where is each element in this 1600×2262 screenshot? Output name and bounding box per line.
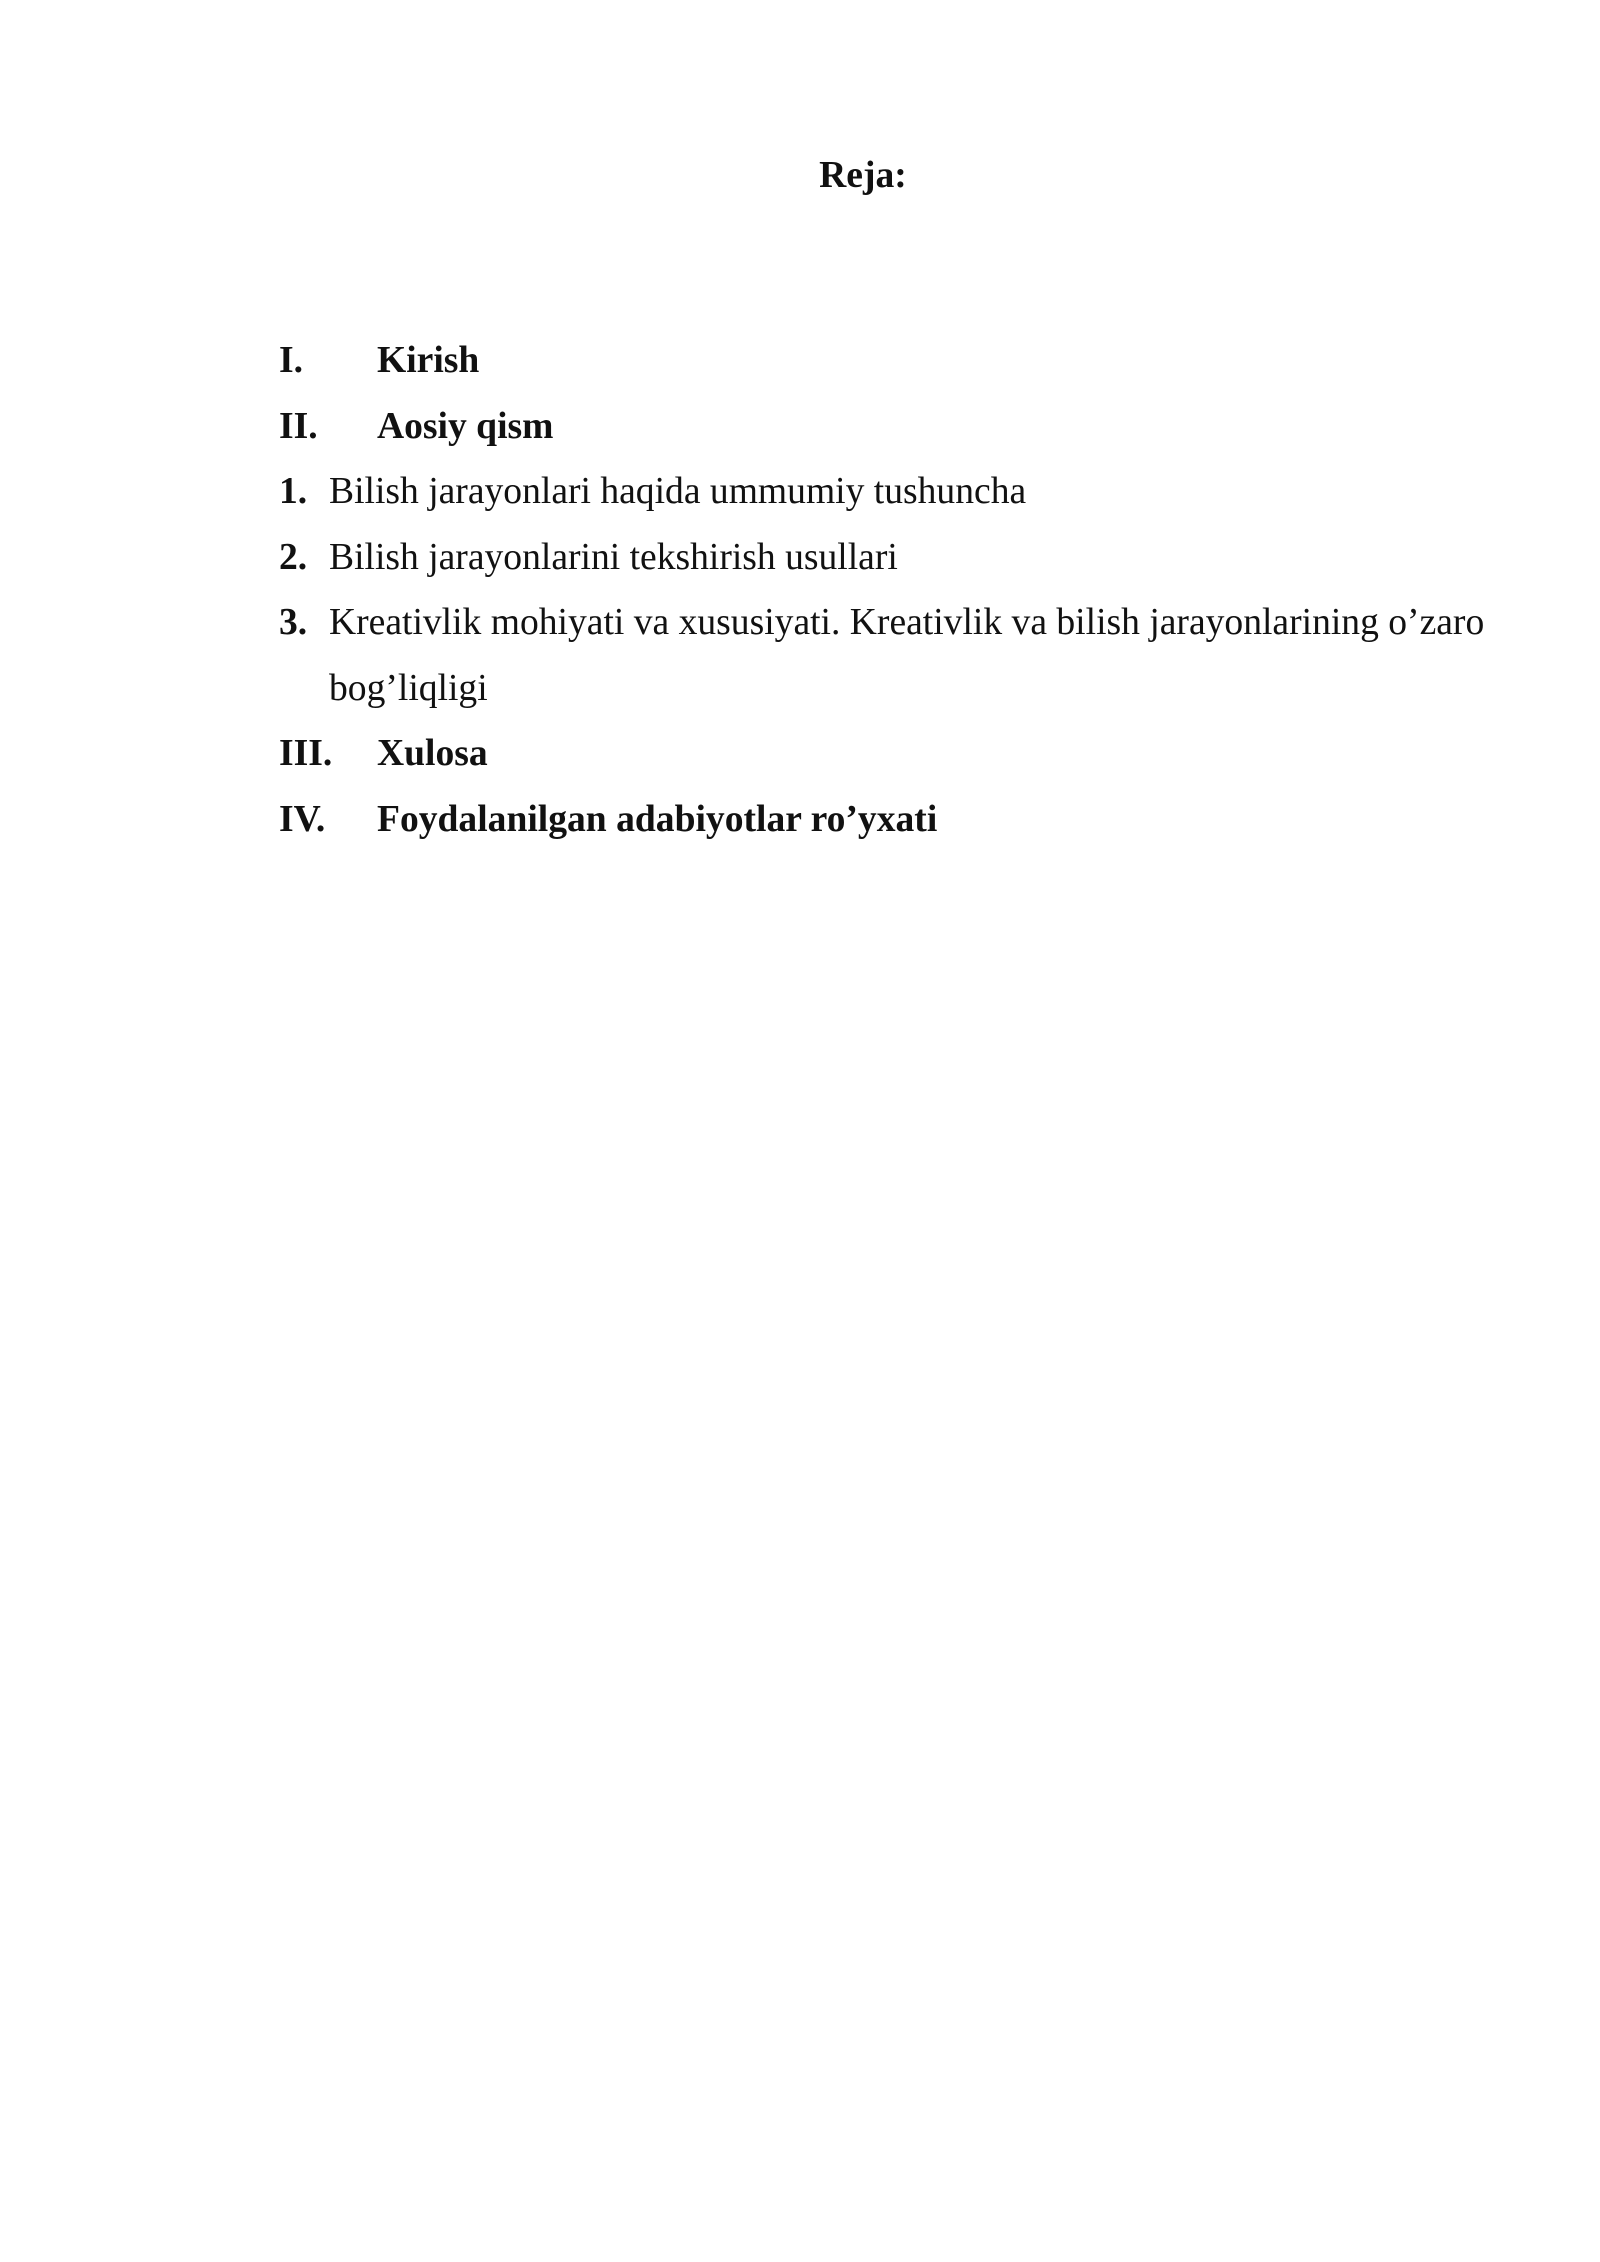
plan-subitem-2 [279,525,1509,591]
subitem-label: Kreativlik mohiyati va xususiyati. Kreativlik va bilish jarayonlarining o’zaro bog’liqligi [329,602,1485,709]
plan-item-kirish [279,328,1509,394]
plan-item-asosiy-qism [279,394,1509,460]
section-number: I. [279,340,304,381]
subitem-number: 1. [279,471,308,512]
page-title: Reja: [819,155,907,196]
subitem-label: Bilish jarayonlari haqida ummumiy tushuncha [329,471,1027,512]
plan-subitem-1 [279,459,1509,525]
subitem-number: 3. [279,602,308,643]
plan-subitem-3 [279,590,1509,721]
section-label: Kirish [377,340,480,381]
subitem-label: Bilish jarayonlarini tekshirish usullari [329,536,898,578]
section-number: IV. [279,798,326,840]
plan-list [279,328,1509,852]
plan-item-xulosa [279,721,1509,787]
subitem-number: 2. [279,536,308,578]
section-label: Aosiy qism [377,405,554,447]
section-number: II. [279,405,318,447]
plan-item-bibliography [279,787,1509,853]
section-label: Foydalanilgan adabiyotlar ro’yxati [377,798,938,840]
section-label: Xulosa [377,733,488,774]
section-number: III. [279,733,333,774]
